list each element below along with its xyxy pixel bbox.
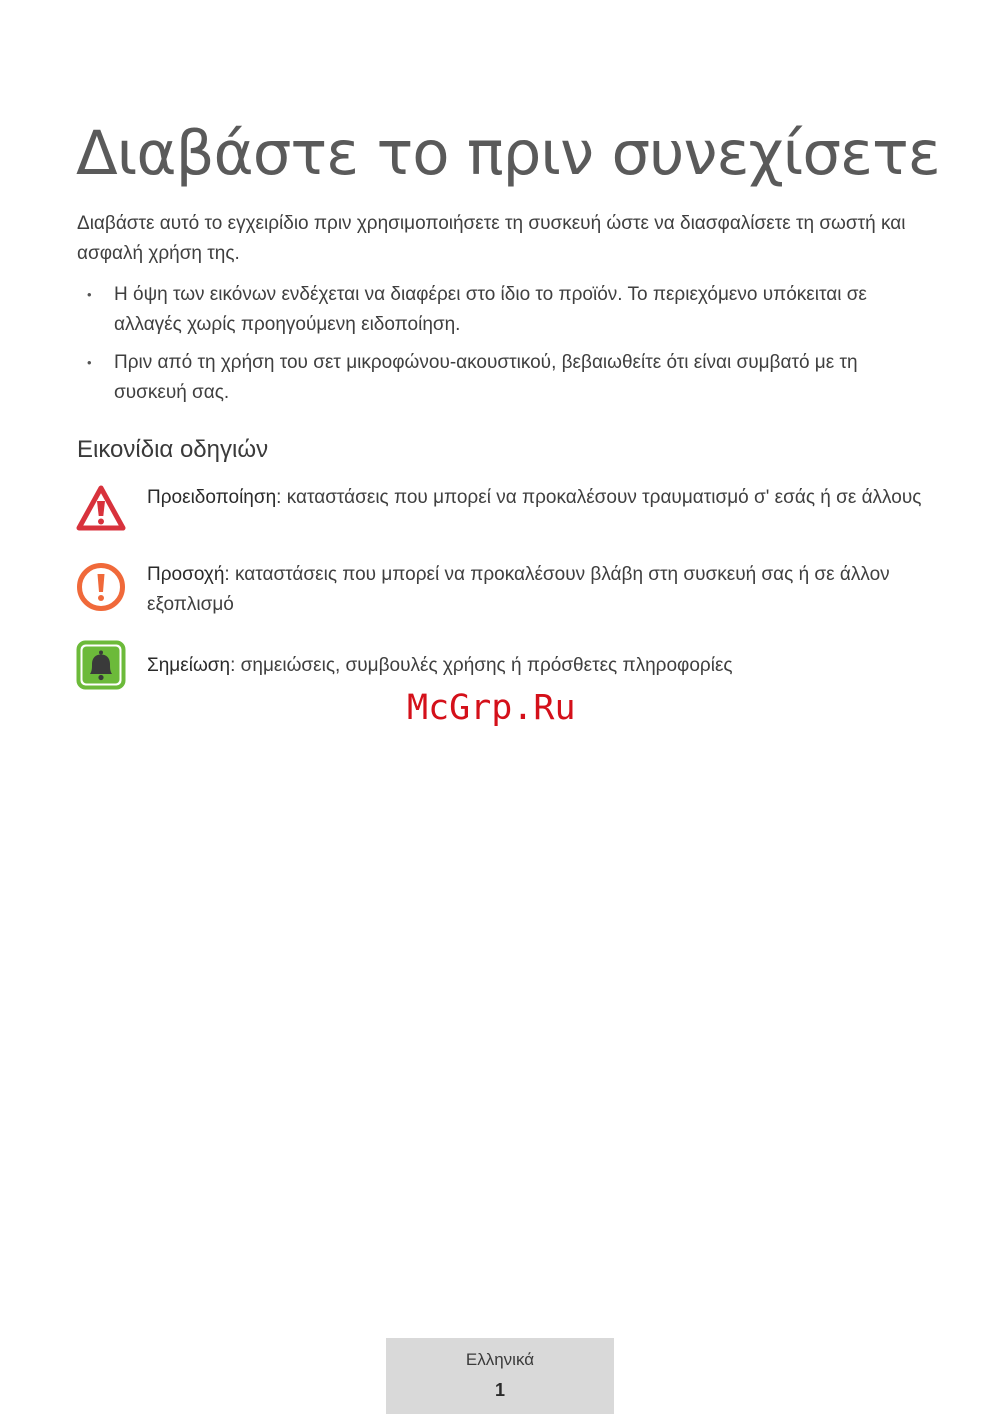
list-item-text: Πριν από τη χρήση του σετ μικροφώνου-ακουστικού, βεβαιωθείτε ότι είναι συμβατό με τη συσκευή σας.	[114, 352, 858, 403]
notice-text	[147, 560, 925, 620]
page-number: 1	[494, 1380, 505, 1400]
note-bell-icon	[76, 640, 126, 690]
page-title: Διαβάστε το πριν συνεχίσετε	[76, 118, 940, 189]
notice-text	[147, 651, 925, 681]
footer-language: Ελληνικά	[465, 1350, 535, 1369]
page-footer	[386, 1338, 614, 1414]
notice-term: Σημείωση	[147, 655, 231, 676]
list-item	[77, 280, 927, 340]
bullet-marker: •	[87, 287, 92, 302]
notice-separator: :	[224, 564, 235, 585]
notice-description: καταστάσεις που μπορεί να προκαλέσουν τραυματισμό σ' εσάς ή σε άλλους	[286, 487, 922, 508]
intro-paragraph: Διαβάστε αυτό το εγχειρίδιο πριν χρησιμοποιήσετε τη συσκευή ώστε να διασφαλίσετε τη σωστή και ασφαλή χρήση της.	[77, 213, 906, 264]
warning-triangle-icon	[76, 484, 126, 534]
list-item-text: Η όψη των εικόνων ενδέχεται να διαφέρει στο ίδιο το προϊόν. Το περιεχόμενο υπόκειται σε αλλαγές χωρίς προηγούμενη ειδοποίηση.	[114, 284, 867, 335]
notice-term: Προσοχή	[147, 564, 225, 585]
bullet-marker: •	[87, 355, 92, 370]
section-heading: Εικονίδια οδηγιών	[77, 436, 269, 463]
notice-text	[147, 483, 925, 513]
caution-circle-icon	[76, 562, 126, 612]
bullet-list	[77, 280, 927, 416]
notice-description: καταστάσεις που μπορεί να προκαλέσουν βλάβη στη συσκευή σας ή σε άλλον εξοπλισμό	[147, 564, 890, 615]
watermark: McGrp.Ru	[407, 688, 576, 728]
notice-separator: :	[276, 487, 287, 508]
list-item	[77, 348, 927, 408]
notice-separator: :	[230, 655, 241, 676]
notice-term: Προειδοποίηση	[147, 487, 277, 508]
notice-description: σημειώσεις, συμβουλές χρήσης ή πρόσθετες πληροφορίες	[240, 655, 733, 676]
